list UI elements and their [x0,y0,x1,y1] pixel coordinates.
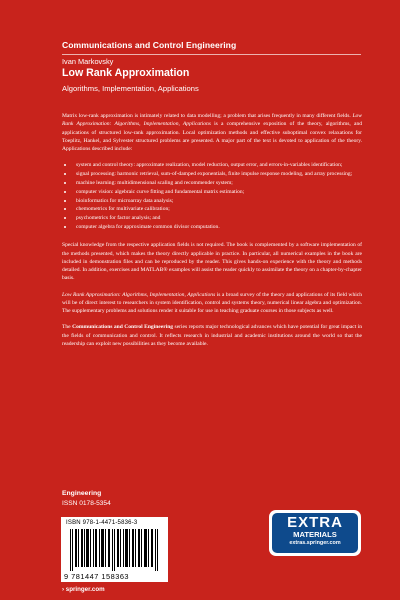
extra-label: EXTRA [287,514,343,531]
p3-book-title: Low Rank Approximation: Algorithms, Implementation, Applications [62,291,216,298]
author-name: Ivan Markovsky [62,57,114,66]
description-paragraph-2: Special knowledge from the respective application fields is not required. The book is complemented by a software implementation of the methods presented, which makes the theory directly applicable in practice. In particular, all numerical examples in the book are included in demonstration files and can be reproduced by the reader. This gives hands-on experience with the theory and methods detailed. In addition, exercises and MATLAB® examples will assist the reader quickly to assimilate the theory on a chapter-by-chapter basis. [62,242,362,282]
p1-book-title: Low Rank Approximation: Algorithms, Implementation, Applications [62,113,362,128]
list-item: system and control theory: approximate realization, model reduction, output error, and errors-in-variables identification; [62,161,362,169]
book-subtitle: Algorithms, Implementation, Applications [62,84,199,93]
isbn-barcode [61,517,168,582]
description-paragraph-1 [62,112,362,153]
subject-label: Engineering [62,490,102,497]
p3-text: is a broad survey of the theory and applications of its field which will be of direct interest to researchers in system identification, control and systems theory, numerical linear algebra and optimization. The supplementary problems and solutions render it suitable for use in teaching graduate courses in those subjects as well. [62,291,362,315]
p4-text-a: The [62,324,73,331]
website-link[interactable]: › springer.com [62,586,105,593]
isbn-label: ISBN 978-1-4471-5836-3 [66,520,138,526]
extra-materials-badge[interactable] [269,510,361,556]
list-item: psychometrics for factor analysis; and [62,214,362,222]
barcode-digits: 9 781447 158363 [64,572,130,581]
list-item: machine learning: multidimensional scaling and recommender system; [62,179,362,187]
p1-text-a: Matrix low-rank approximation is intimately related to data modelling; a problem that arises frequently in many different fields. [62,113,353,119]
list-item: bioinformatics for microarray data analysis; [62,197,362,205]
p4-series-name: Communications and Control Engineering [72,324,174,331]
description-paragraph-3 [62,291,362,316]
header-rule [62,54,361,55]
list-item: computer algebra for approximate common divisor computation. [62,223,362,231]
barcode-icon [70,529,160,571]
applications-list [62,161,362,231]
p1-text-b: is a comprehensive exposition of the theory, algorithms, and applications of structured low-rank approximation. Local optimization methods and effective suboptimal convex relaxations for Toeplitz, Hankel, and Sylvester structured problems are presented. A major part of the text is devoted to application of the theory. Applications described include: [62,121,362,152]
list-item: chemometrics for multivariate calibration; [62,205,362,213]
description-text [62,112,362,356]
list-item: signal processing: harmonic retrieval, sum-of-damped exponentials, finite impulse response modeling, and array processing; [62,170,362,178]
list-item: computer vision: algebraic curve fitting and fundamental matrix estimation; [62,188,362,196]
p4-text-b: series reports major technological advances which have potential for great impact in the fields of communication and control. It reflects research in industrial and academic institutions around the world so that the readership can exploit new possibilities as they become available. [62,324,363,347]
description-paragraph-4 [62,323,362,348]
materials-label: MATERIALS [293,530,337,539]
extras-url: extras.springer.com [289,540,341,546]
issn-label: ISSN 0178-5354 [62,500,111,507]
extra-badge-inner [272,513,358,553]
series-title: Communications and Control Engineering [62,40,237,50]
book-title: Low Rank Approximation [62,67,190,79]
